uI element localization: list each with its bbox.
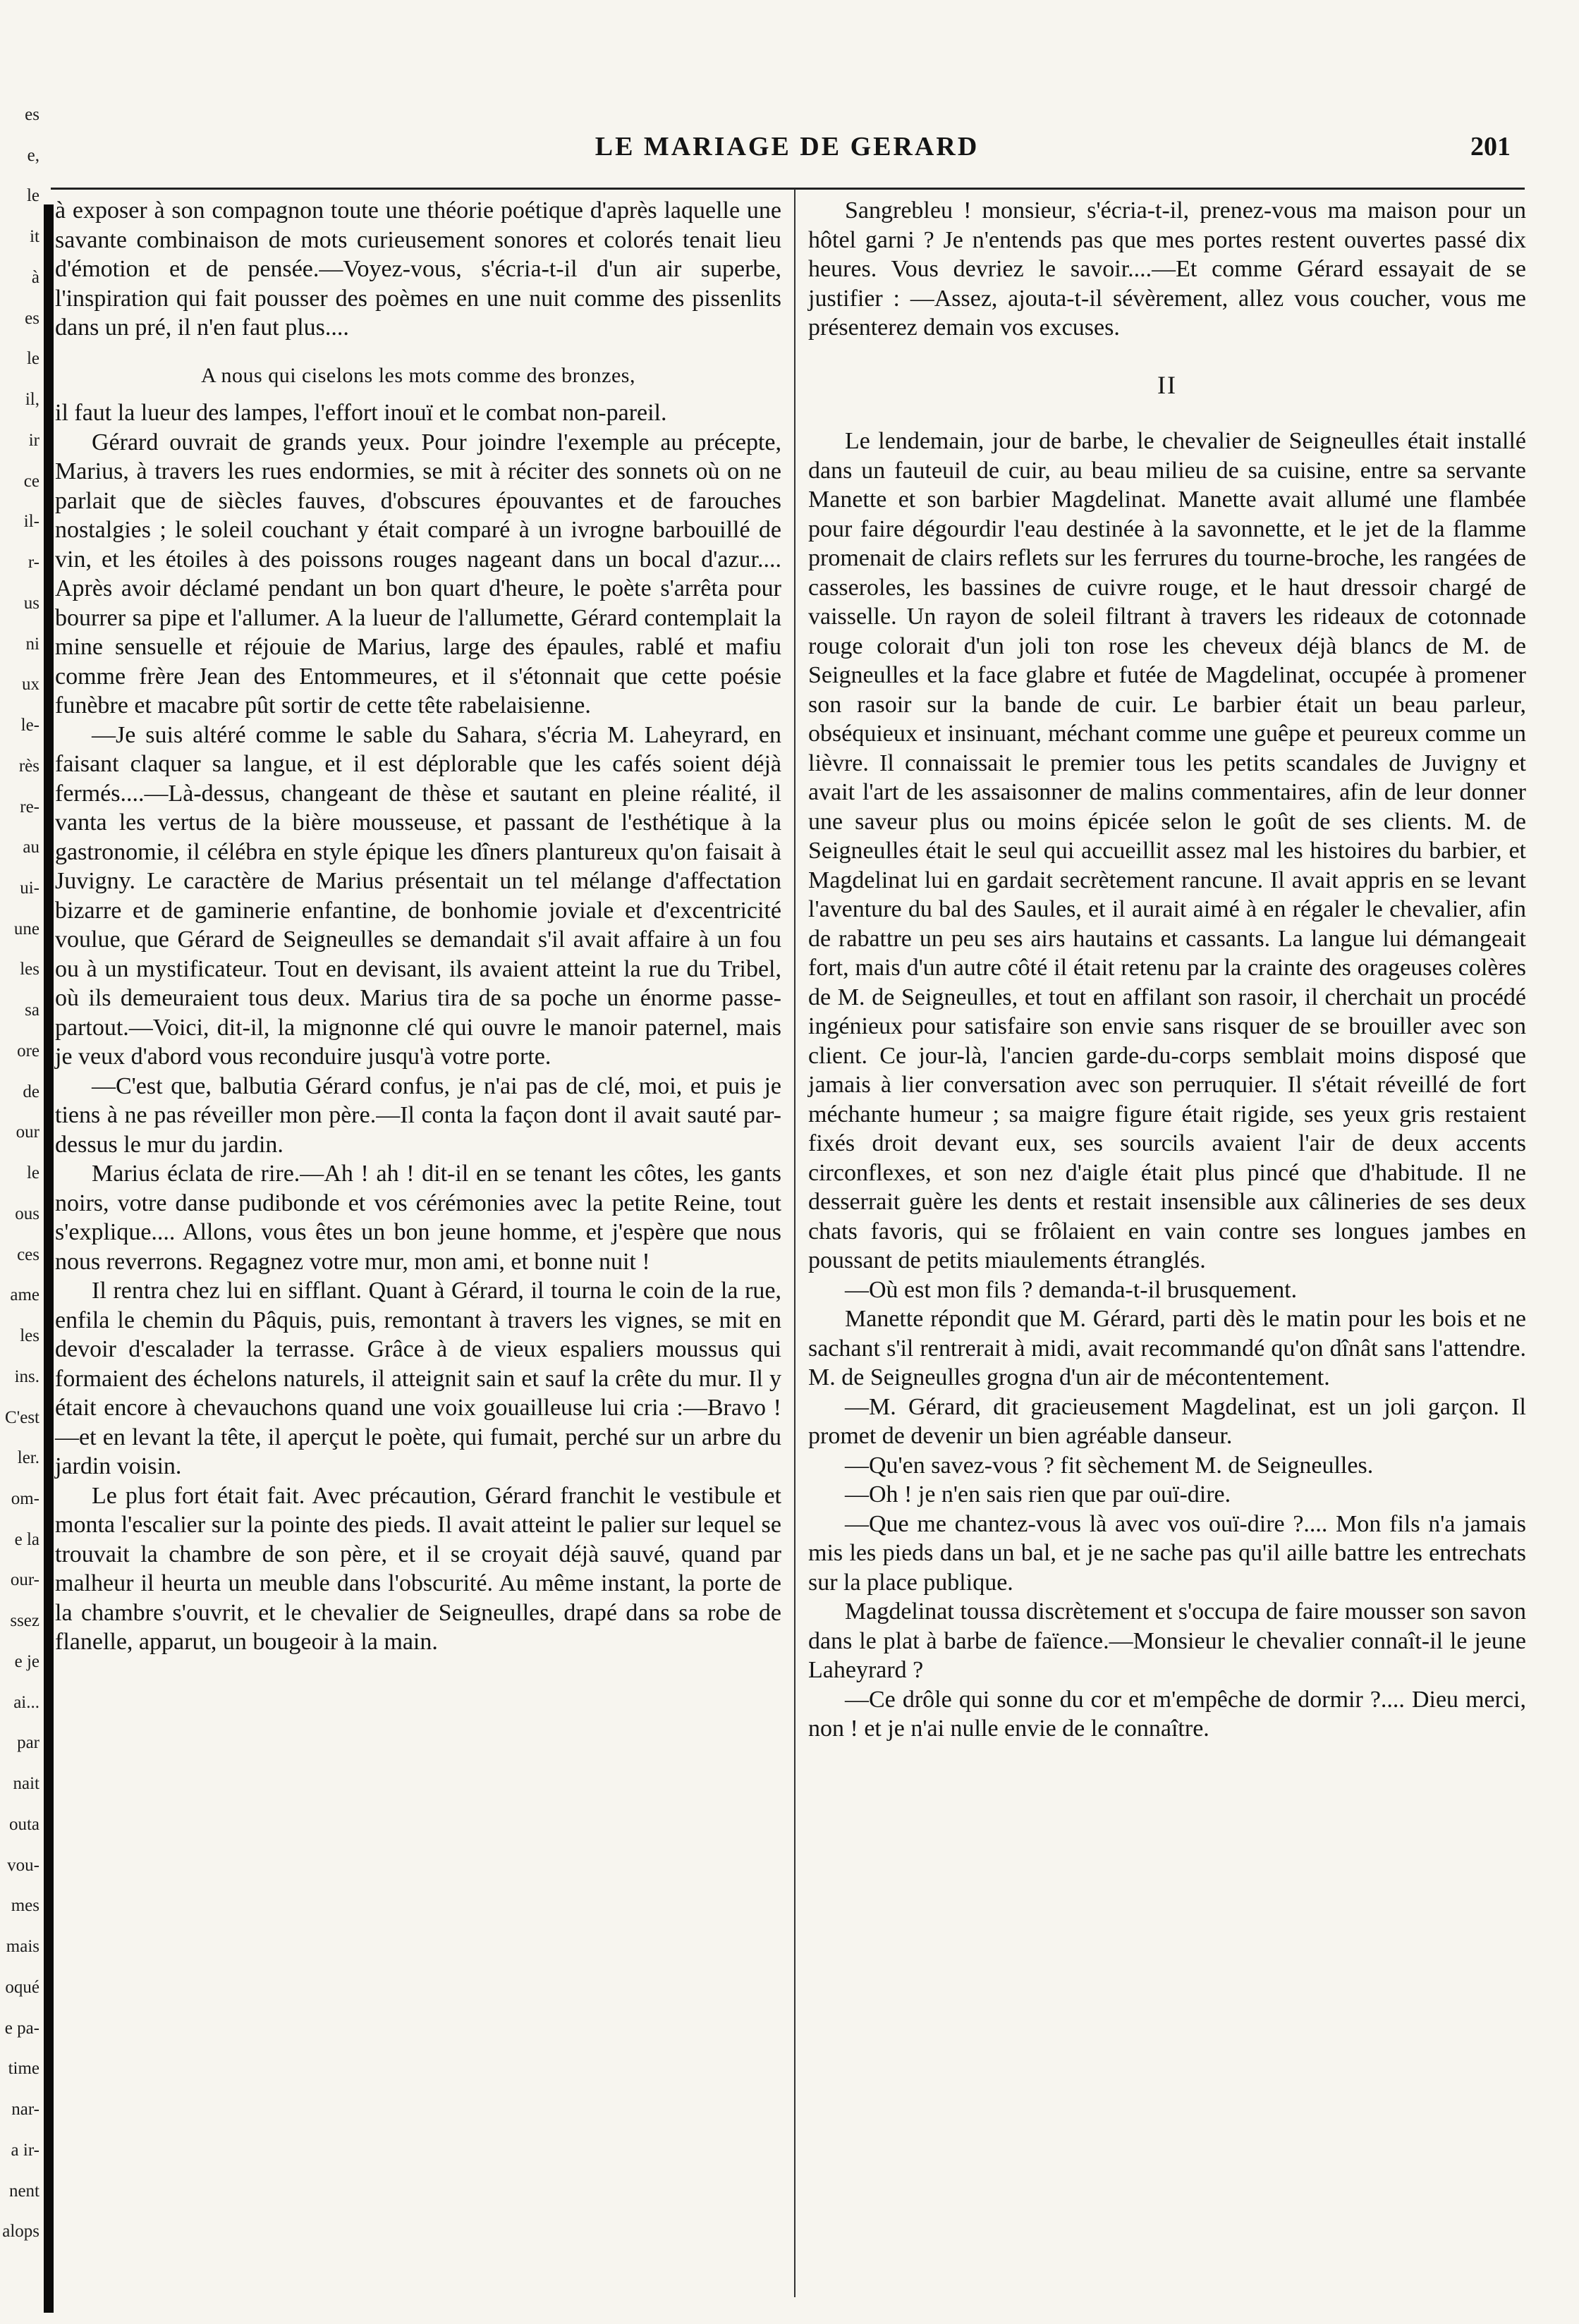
margin-fragment: alops bbox=[2, 2222, 39, 2241]
margin-fragment: vou- bbox=[7, 1856, 39, 1875]
margin-fragment: les bbox=[20, 1326, 39, 1345]
margin-fragment: il, bbox=[25, 390, 39, 409]
margin-fragment: om- bbox=[11, 1489, 39, 1508]
margin-fragment: ux bbox=[22, 675, 39, 694]
paragraph: Manette répondit que M. Gérard, parti dès le matin pour les bois et ne sachant s'il rentrerait à midi, avait recommandé qu'on dînât sans l'attendre. M. de Seigneulles grogna d'un air de mécontentement. bbox=[808, 1306, 1526, 1390]
running-title: LE MARIAGE DE GERARD bbox=[595, 132, 980, 161]
margin-fragment: e, bbox=[27, 146, 39, 165]
paragraph: Marius éclata de rire.—Ah ! ah ! dit-il en se tenant les côtes, les gants noirs, votre danse pudibonde et vos cérémonies avec la petite Reine, tout s'explique.... Allons, vous êtes un bon jeune homme, et j'espère que nous nous reverrons. Regagnez votre mur, mon ami, et bonne nuit ! bbox=[55, 1161, 781, 1275]
margin-fragment: outa bbox=[8, 1815, 39, 1834]
paragraph: Le lendemain, jour de barbe, le chevalier de Seigneulles était installé dans un fauteuil de cuir, au beau milieu de sa cuisine, entre sa servante Manette et son barbier Magdelinat. Manette avait allumé une flambée pour faire dégourdir l'eau destinée à la savonnette, et le jet de la flamme promenait de clairs reflets sur les ferrures du tourne-broche, les rangées de casseroles, les bassines de cuivre rouge, et le haut dressoir chargé de vaisselle. Un rayon de soleil filtrant à travers les rideaux de cotonnade rouge colorait d'un joli ton rose les cheveux déjà blancs de M. de Seigneulles et la face glabre et futée de Magdelinat, occupée à promener son rasoir sur la bande de cuir. Le barbier était un beau parleur, obséquieux et insinuant, méchant comme une guêpe et peureux comme un lièvre. Il connaissait le premier tous les petits scandales de Juvigny et avait l'art de les assaisonner de malins commentaires, afin de leur donner une saveur plus ou moins épicée selon le goût de ses clients. M. de Seigneulles était le seul qui accueillit assez mal les histoires du barbier, et Magdelinat lui en gardait secrètement rancune. Il avait appris en se levant l'aventure du bal des Saules, et il aurait aimé à en régaler le chevalier, afin de rabattre un peu ses airs hautains et cassants. La langue lui démangeait fort, mais d'un autre côté il était retenu par la crainte des orageuses colères de M. de Seigneulles, et tout en affilant son rasoir, il cherchait un procédé ingénieux pour satisfaire son envie sans risquer de se brouiller avec son client. Ce jour-là, l'ancien garde-du-corps semblait moins disposé que jamais à lier conversation avec son perruquier. Il s'était réveillé de fort méchante humeur ; sa maigre figure était rigide, ses yeux gris restaient fixés droit devant eux, ses sourcils avaient l'air de deux accents circonflexes, et son nez d'aigle était plus pincé que d'habitude. Il ne desserrait guère les dents et restait insensible aux câlineries de ses deux chats favoris, qui se frôlaient en vain contre ses longues jambes en poussant de petits miaulements étranglés. bbox=[808, 428, 1526, 1273]
margin-fragment: ins. bbox=[14, 1367, 39, 1386]
margin-fragment: rès bbox=[18, 757, 39, 776]
margin-fragment: il- bbox=[23, 512, 39, 531]
margin-fragment: une bbox=[13, 919, 39, 938]
right-column bbox=[808, 196, 1526, 1744]
margin-fragment: de bbox=[23, 1082, 39, 1101]
margin-fragment: e pa- bbox=[4, 2019, 39, 2038]
paragraph: —M. Gérard, dit gracieusement Magdelinat, est un joli garçon. Il promet de devenir un bien agréable danseur. bbox=[808, 1393, 1526, 1449]
paragraph: il faut la lueur des lampes, l'effort inouï et le combat non-pareil. bbox=[55, 400, 667, 426]
column-divider bbox=[794, 189, 795, 2297]
margin-fragment: mes bbox=[11, 1896, 39, 1915]
paragraph: —Où est mon fils ? demanda-t-il brusquement. bbox=[845, 1276, 1298, 1303]
margin-fragment: nait bbox=[13, 1774, 39, 1793]
margin-fragment: time bbox=[8, 2059, 39, 2078]
paragraph: —Oh ! je n'en sais rien que par ouï-dire. bbox=[845, 1481, 1231, 1507]
margin-fragment: à bbox=[31, 268, 39, 287]
margin-fragment: les bbox=[20, 960, 39, 979]
margin-fragment: es bbox=[25, 106, 39, 124]
paragraph: —Que me chantez-vous là avec vos ouï-dire ?.... Mon fils n'a jamais mis les pieds dans un bal, et je ne sache pas qu'il aille battre les entrechats sur la place publique. bbox=[808, 1510, 1526, 1596]
page-header bbox=[54, 128, 1520, 171]
page-number: 201 bbox=[1470, 132, 1511, 161]
margin-fragment: nar- bbox=[11, 2100, 39, 2119]
margin-fragment: re- bbox=[20, 797, 39, 817]
margin-fragment: es bbox=[25, 309, 39, 328]
margin-fragment: oqué bbox=[5, 1978, 39, 1997]
margin-fragment: le bbox=[26, 1163, 39, 1182]
paragraph: —Qu'en savez-vous ? fit sèchement M. de Seigneulles. bbox=[845, 1452, 1374, 1479]
margin-fragment: ore bbox=[17, 1041, 39, 1060]
paragraph: —Ce drôle qui sonne du cor et m'empêche de dormir ?.... Dieu merci, non ! et je n'ai nulle envie de le connaître. bbox=[808, 1686, 1526, 1742]
margin-fragment: it bbox=[30, 227, 39, 246]
margin-fragment: C'est bbox=[5, 1408, 39, 1427]
margin-fragment: our bbox=[16, 1123, 39, 1142]
paragraph: —C'est que, balbutia Gérard confus, je n'ai pas de clé, moi, et puis je tiens à ne pas réveiller mon père.—Il conta la façon dont il avait sauté par-dessus le mur du jardin. bbox=[55, 1072, 781, 1158]
margin-fragment: le bbox=[26, 349, 39, 368]
margin-fragment: ce bbox=[23, 472, 39, 491]
paragraph: Sangrebleu ! monsieur, s'écria-t-il, prenez-vous ma maison pour un hôtel garni ? Je n'entends pas que mes portes restent ouvertes passé dix heures. Vous devriez le savoir....—Et comme Gérard essayait de se justifier : —Assez, ajouta-t-il sévèrement, allez vous coucher, vous me présenterez demain vos excuses. bbox=[808, 197, 1526, 341]
chapter-heading: II bbox=[1157, 370, 1177, 399]
paragraph: Gérard ouvrait de grands yeux. Pour joindre l'exemple au précepte, Marius, à travers les rues endormies, se mit à réciter des sonnets où on ne parlait que de siècles fauves, d'obscures épouvantes et de farouches nostalgies ; le soleil couchant y était comparé à un ivrogne barbouillé de vin, et les étoiles à des poissons rouges nageant dans un bocal d'azur.... Après avoir déclamé pendant un bon quart d'heure, le poète s'arrêta pour bourrer sa pipe et l'allumer. A la lueur de l'allumette, Gérard contemplait la mine sensuelle et réjouie de Marius, large des épaules, rablé et mafiu comme frère Jean des Entommeures, et il s'étonnait que cette poésie funèbre et macabre pût sortir de cette tête rabelaisienne. bbox=[55, 429, 781, 718]
margin-fragment: sa bbox=[25, 1001, 39, 1020]
margin-fragment: le bbox=[26, 186, 39, 205]
margin-fragment: ler. bbox=[17, 1448, 39, 1467]
margin-fragment: r- bbox=[28, 553, 39, 572]
margin-fragment: ui- bbox=[20, 879, 39, 898]
margin-fragment: ai... bbox=[13, 1693, 39, 1712]
paragraph: Le plus fort était fait. Avec précaution, Gérard franchit le vestibule et monta l'escalier sur la pointe des pieds. Il avait atteint le palier sur lequel se trouvait la chambre de son père, et il se croyait déjà sauvé, quand par malheur il heurta un meuble dans l'obscurité. Au même instant, la porte de la chambre s'ouvrit, et le chevalier de Seigneulles, drapé dans sa robe de flanelle, apparut, un bougeoir à la main. bbox=[55, 1482, 781, 1655]
margin-fragment: us bbox=[23, 594, 39, 613]
margin-fragment: nent bbox=[8, 2182, 39, 2201]
binding-gutter-shadow bbox=[44, 204, 54, 2313]
left-column bbox=[55, 196, 781, 1657]
margin-fragment: par bbox=[17, 1733, 39, 1752]
margin-fragment: mais bbox=[6, 1937, 39, 1956]
margin-fragment: le- bbox=[20, 716, 39, 735]
margin-fragment: au bbox=[23, 838, 39, 857]
paragraph: —Je suis altéré comme le sable du Sahara, s'écria M. Laheyrard, en faisant claquer sa langue, et il est déplorable que les cafés soient déjà fermés....—Là-dessus, changeant de thèse et sautant en pleine réalité, il vanta les vertus de la bière mousseuse, et passant de l'esthétique à la gastronomie, il célébra en style épique les dîners plantureux qu'on faisait à Juvigny. Le caractère de Marius présentait un tel mélange d'affectation bizarre et de gaminerie enfantine, de bonhomie joviale et d'excentricité voulue, que Gérard de Seigneulles se demandait s'il avait affaire à un fou ou à un mystificateur. Tout en devisant, ils avaient atteint la rue du Tribel, où ils demeuraient tous deux. Marius tira de sa poche un énorme passe-partout.—Voici, dit-il, la mignonne clé qui ouvre le manoir paternel, mais je veux d'abord vous reconduire jusqu'à votre porte. bbox=[55, 721, 781, 1070]
margin-fragment: ous bbox=[15, 1204, 39, 1223]
header-rule bbox=[51, 188, 1525, 190]
margin-fragment: a ir- bbox=[11, 2141, 39, 2160]
previous-page-margin bbox=[0, 106, 41, 2292]
margin-fragment: e la bbox=[14, 1530, 39, 1549]
margin-fragment: ir bbox=[28, 431, 39, 450]
paragraph: Magdelinat toussa discrètement et s'occupa de faire mousser son savon dans le plat à barbe de faïence.—Monsieur le chevalier connaît-il le jeune Laheyrard ? bbox=[808, 1598, 1526, 1683]
margin-fragment: our- bbox=[10, 1570, 39, 1589]
paragraph: à exposer à son compagnon toute une théorie poétique d'après laquelle une savante combinaison de mots curieusement sonores et colorés tenait lieu d'émotion et de pensée.—Voyez-vous, s'écria-t-il d'un air superbe, l'inspiration qui fait pousser des poèmes en une nuit comme des pissenlits dans un pré, il n'en faut plus.... bbox=[55, 197, 781, 341]
paragraph: Il rentra chez lui en sifflant. Quant à Gérard, il tourna le coin de la rue, enfila le chemin du Pâquis, puis, remontant à travers les vignes, se mit en devoir d'escalader la terrasse. Grâce à de vieux espaliers moussus qui formaient des échelons naturels, il atteignit sain et sauf la crête du mur. Il y était encore à chevauchons quand une voix gouailleuse lui cria :—Bravo !—et en levant la tête, il aperçut le poète, qui fumait, perché sur un arbre du jardin voisin. bbox=[55, 1278, 781, 1479]
margin-fragment: e je bbox=[14, 1652, 39, 1671]
margin-fragment: ssez bbox=[10, 1611, 39, 1630]
margin-fragment: ame bbox=[10, 1285, 39, 1304]
margin-fragment: ni bbox=[25, 635, 39, 654]
margin-fragment: ces bbox=[17, 1245, 39, 1264]
verse-quote: A nous qui ciselons les mots comme des bronzes, bbox=[201, 363, 635, 387]
